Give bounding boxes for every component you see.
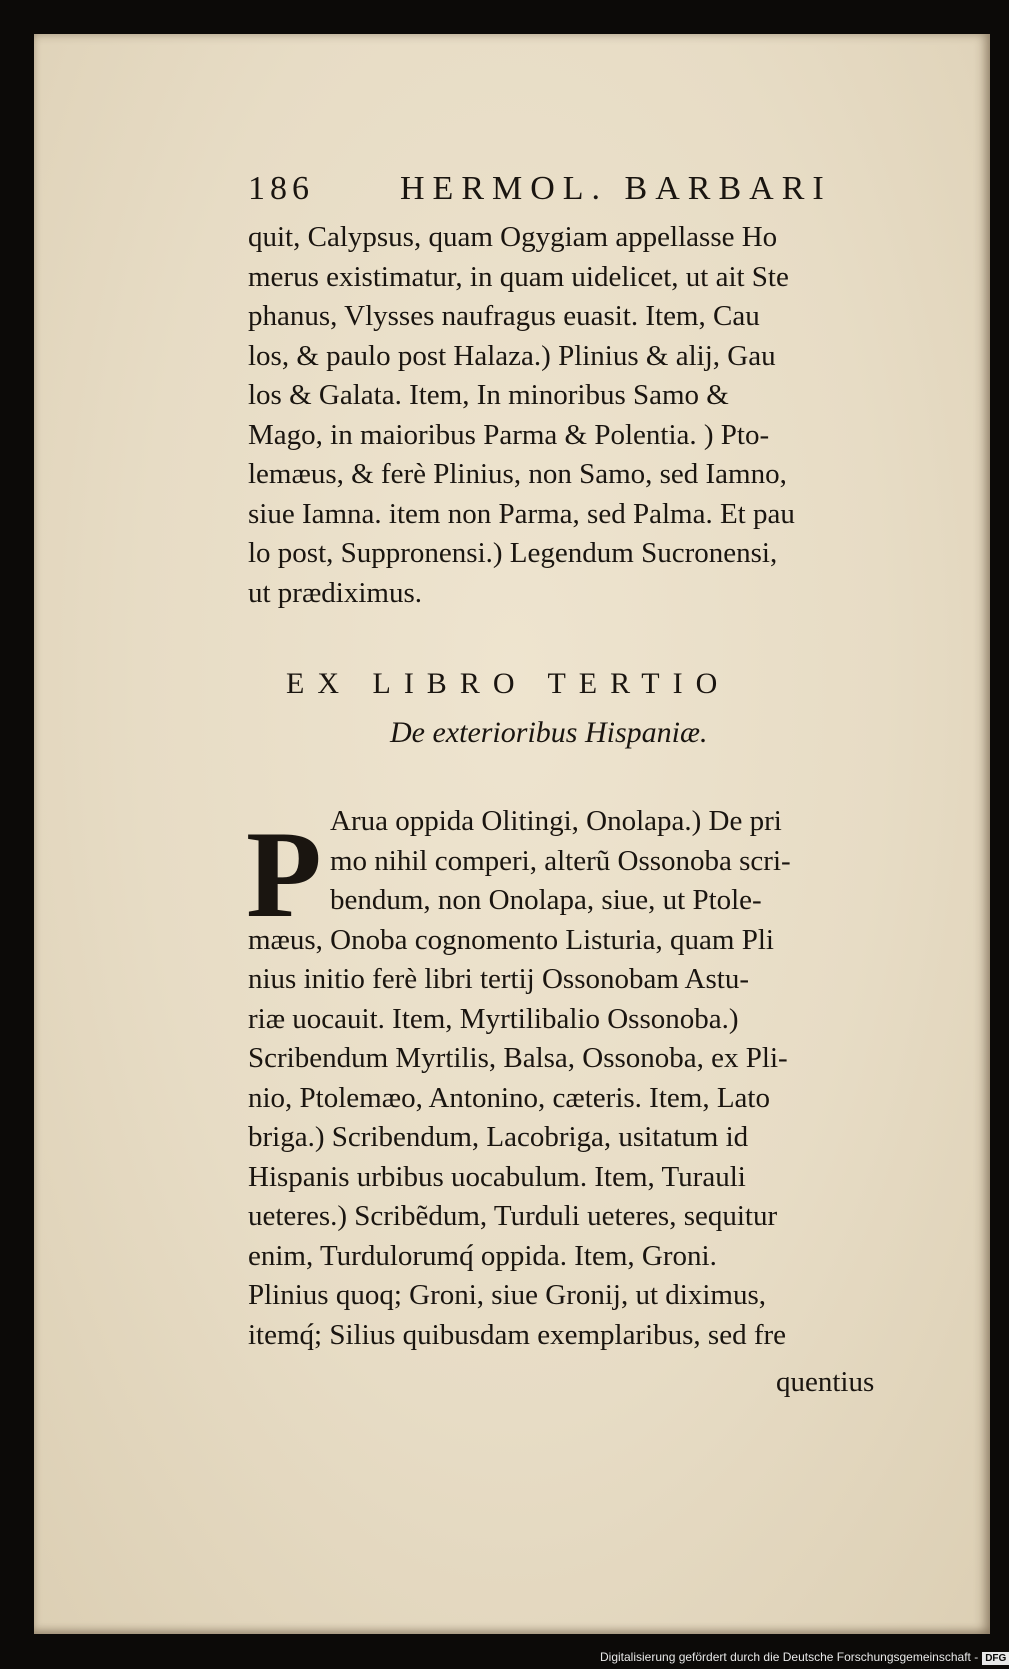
text-block-2 (248, 802, 791, 1355)
text-line: phanus, Vlysses naufragus euasit. Item, Cau (248, 300, 760, 332)
credit-text: Digitalisierung gefördert durch die Deutsche Forschungsgemeinschaft - (600, 1650, 979, 1664)
dfg-logo: DFG (982, 1652, 1009, 1665)
digitization-credit (600, 1650, 1009, 1665)
text-block-1 (248, 218, 795, 613)
text-line: ut prædiximus. (248, 576, 423, 609)
text-line: Plinius quoq; Groni, siue Gronij, ut diximus, (248, 1279, 766, 1311)
text-line: mo nihil comperi, alterũ Ossonoba scri- (330, 844, 791, 877)
text-line: Scribendum Myrtilis, Balsa, Ossonoba, ex Pli- (248, 1042, 788, 1074)
text-line: nio, Ptolemæo, Antonino, cæteris. Item, Lato (248, 1081, 770, 1114)
text-line: quit, Calypsus, quam Ogygiam appellasse Ho (248, 221, 778, 253)
text-line: briga.) Scribendum, Lacobriga, usitatum id (248, 1121, 749, 1153)
text-line: los, & paulo post Halaza.) Plinius & alij, Gau (248, 339, 776, 372)
section-heading: EX LIBRO TERTIO (286, 667, 731, 700)
text-line: Arua oppida Olitingi, Onolapa.) De pri (330, 805, 782, 837)
text-line: nius initio ferè libri tertij Ossonobam Astu- (248, 963, 750, 995)
text-line: lo post, Suppronensi.) Legendum Sucronensi, (248, 537, 778, 569)
text-line: enim, Turdulorumq́ oppida. Item, Groni. (248, 1239, 717, 1272)
text-line: los & Galata. Item, In minoribus Samo & (248, 379, 729, 411)
text-line: Hispanis urbibus uocabulum. Item, Turauli (248, 1160, 746, 1193)
text-line: merus existimatur, in quam uidelicet, ut ait Ste (248, 260, 789, 293)
section-subheading: De exterioribus Hispaniæ. (390, 716, 708, 749)
text-line: lemæus, & ferè Plinius, non Samo, sed Iamno, (248, 458, 787, 490)
page-number: 186 (248, 170, 314, 207)
running-title: HERMOL. BARBARI (400, 170, 832, 207)
text-line: siue Iamna. item non Parma, sed Palma. Et pau (248, 497, 795, 530)
text-line: bendum, non Onolapa, siue, ut Ptole- (330, 884, 762, 916)
catchword: quentius (776, 1366, 875, 1398)
text-line: mæus, Onoba cognomento Listuria, quam Pli (248, 923, 774, 956)
text-line: ueteres.) Scribẽdum, Turduli ueteres, sequitur (248, 1200, 778, 1232)
text-line: Mago, in maioribus Parma & Polentia. ) Pto- (248, 418, 770, 451)
text-line: riæ uocauit. Item, Myrtilibalio Ossonoba.) (248, 1002, 739, 1035)
text-line: itemq́; Silius quibusdam exemplaribus, sed fre (248, 1318, 787, 1351)
drop-capital: P (246, 806, 322, 943)
